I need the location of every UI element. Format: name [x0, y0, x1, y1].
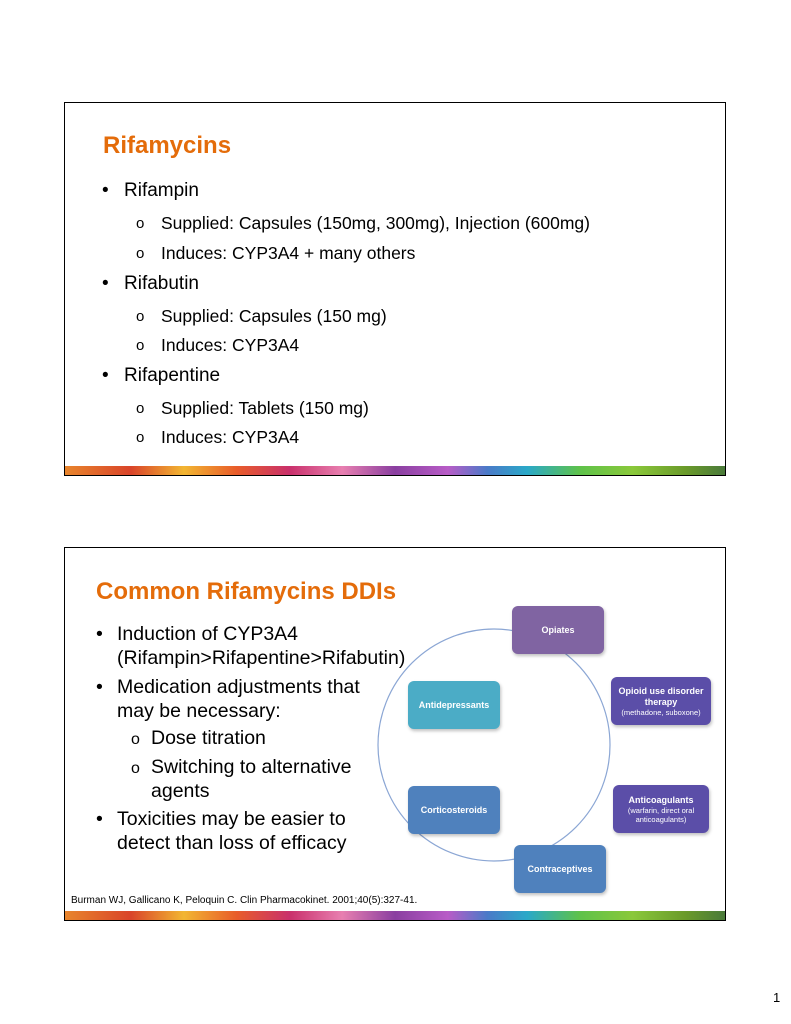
bullet-continuation: (Rifampin>Rifapentine>Rifabutin) — [117, 647, 406, 669]
bullet-symbol: • — [102, 365, 109, 386]
sub-bullet-label: Supplied: Capsules (150mg, 300mg), Injection (600mg) — [161, 213, 590, 233]
slide-title: Common Rifamycins DDIs — [96, 578, 397, 605]
sub-bullet-symbol: o — [136, 429, 145, 446]
bullet-item — [102, 365, 221, 387]
sub-bullet-continuation: agents — [151, 780, 210, 802]
sub-bullet-item — [136, 243, 416, 264]
bullet-label: Rifapentine — [124, 365, 221, 386]
bullet-continuation: may be necessary: — [117, 700, 281, 722]
slide-common-ddis — [64, 547, 726, 921]
bullet-label: Rifampin — [124, 180, 199, 201]
bullet-symbol: • — [96, 676, 103, 698]
bullet-symbol: • — [102, 180, 109, 201]
node-anticoagulants — [613, 785, 709, 833]
sub-bullet-label: Supplied: Tablets (150 mg) — [161, 398, 369, 418]
node-antidepressants — [408, 681, 500, 729]
bullet-label: Rifabutin — [124, 273, 199, 294]
sub-bullet-item — [136, 427, 300, 448]
node-sublabel: (methadone, suboxone) — [621, 707, 701, 717]
node-label: Opiates — [541, 624, 575, 635]
slide-rifamycins — [64, 102, 726, 476]
sub-bullet-text: Switching to alternative — [151, 756, 352, 778]
page-number: 1 — [773, 990, 781, 1005]
bullet-symbol: • — [102, 273, 109, 294]
citation: Burman WJ, Gallicano K, Peloquin C. Clin Pharmacokinet. 2001;40(5):327-41. — [71, 895, 418, 906]
decorative-stripe — [65, 911, 725, 920]
sub-bullet-symbol: o — [131, 760, 140, 777]
bullet-text: Toxicities may be easier to — [117, 808, 346, 830]
node-opiates — [512, 606, 604, 654]
sub-bullet-symbol: o — [136, 400, 145, 417]
bullet-text: Induction of CYP3A4 — [117, 623, 299, 645]
sub-bullet-label: Induces: CYP3A4 + many others — [161, 243, 416, 263]
bullet-symbol: • — [96, 623, 103, 645]
node-corticosteroids — [408, 786, 500, 834]
bullet-item — [102, 180, 199, 202]
node-label: Opioid use disorder therapy — [618, 685, 704, 707]
node-label: Anticoagulants — [628, 794, 694, 805]
decorative-stripe — [65, 466, 725, 475]
sub-bullet-symbol: o — [136, 308, 145, 325]
sub-bullet-symbol: o — [136, 245, 145, 262]
sub-bullet-symbol: o — [136, 215, 145, 232]
node-label: Contraceptives — [527, 863, 593, 874]
interaction-cycle-diagram — [65, 548, 726, 921]
node-sublabel: (warfarin, direct oral anticoagulants) — [627, 805, 695, 824]
bullet-item — [102, 273, 199, 295]
sub-bullet-item — [136, 398, 369, 419]
node-label: Corticosteroids — [420, 804, 488, 815]
bullet-symbol: • — [96, 808, 103, 830]
bullet-continuation: detect than loss of efficacy — [117, 832, 347, 854]
cycle-ring — [65, 548, 726, 921]
node-label: Antidepressants — [418, 699, 490, 710]
sub-bullet-label: Supplied: Capsules (150 mg) — [161, 306, 387, 326]
sub-bullet-symbol: o — [136, 337, 145, 354]
sub-bullet-label: Induces: CYP3A4 — [161, 427, 300, 447]
sub-bullet-item — [136, 335, 300, 356]
sub-bullet-item — [136, 306, 387, 327]
node-contraceptives — [514, 845, 606, 893]
slide-title: Rifamycins — [103, 132, 232, 159]
sub-bullet-text: Dose titration — [151, 727, 266, 749]
sub-bullet-symbol: o — [131, 731, 140, 748]
node-opioid-use-disorder-therapy — [611, 677, 711, 725]
sub-bullet-label: Induces: CYP3A4 — [161, 335, 300, 355]
bullet-text: Medication adjustments that — [117, 676, 360, 698]
sub-bullet-item — [136, 213, 590, 234]
